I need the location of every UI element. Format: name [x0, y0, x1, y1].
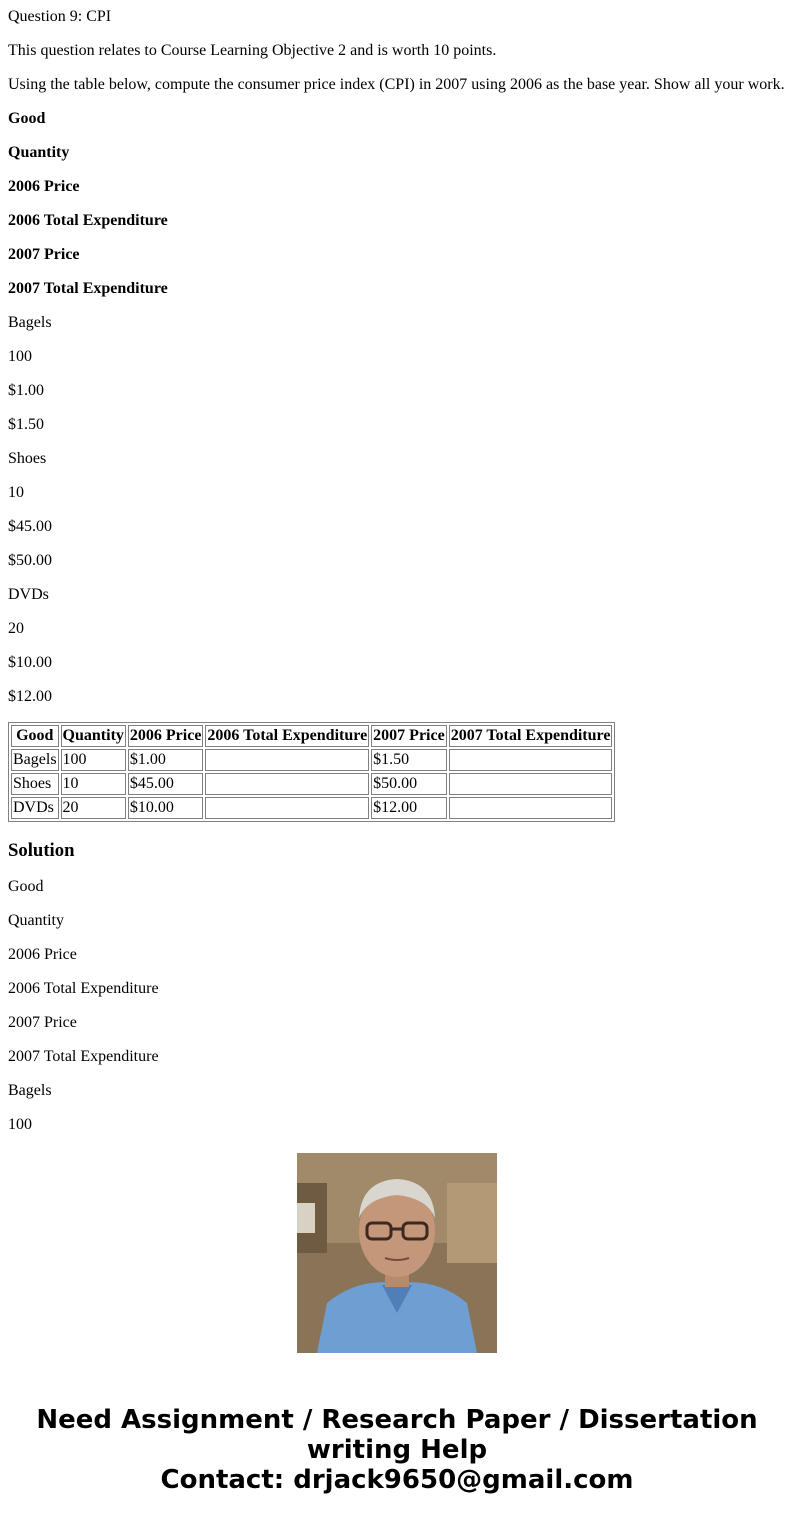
- table-header: 2006 Total Expenditure: [205, 725, 369, 747]
- table-cell: [449, 749, 613, 771]
- table-cell: Bagels: [11, 749, 59, 771]
- table-cell: DVDs: [11, 797, 59, 819]
- table-cell: [205, 797, 369, 819]
- list-item: 100: [8, 348, 32, 365]
- table-row: [11, 749, 612, 771]
- table-row: [11, 797, 612, 819]
- solution-line: 2007 Total Expenditure: [8, 1048, 159, 1065]
- table-cell: [205, 749, 369, 771]
- table-cell: $1.50: [371, 749, 447, 771]
- promo-banner: [0, 1122, 794, 1523]
- table-cell: [205, 773, 369, 795]
- solution-list: [8, 862, 794, 1134]
- list-item: Bagels: [8, 314, 52, 331]
- list-item: $1.50: [8, 416, 44, 433]
- solution-heading: Solution: [8, 840, 75, 861]
- promo-text: [0, 1405, 794, 1495]
- table-cell: $45.00: [128, 773, 204, 795]
- question-instruction: Using the table below, compute the consumer price index (CPI) in 2007 using 2006 as the base year. Show all your work.: [8, 76, 785, 93]
- list-header: Good: [8, 110, 46, 127]
- list-item: $45.00: [8, 518, 52, 535]
- list-header: 2006 Total Expenditure: [8, 212, 168, 229]
- table-cell: Shoes: [11, 773, 59, 795]
- table-cell: $12.00: [371, 797, 447, 819]
- table-cell: 10: [61, 773, 126, 795]
- table-cell: 100: [61, 749, 126, 771]
- table-row: [11, 773, 612, 795]
- list-item: $12.00: [8, 688, 52, 705]
- solution-line: 100: [8, 1116, 32, 1133]
- table-cell: $1.00: [128, 749, 204, 771]
- list-item: $1.00: [8, 382, 44, 399]
- list-item: $10.00: [8, 654, 52, 671]
- table-header: 2007 Total Expenditure: [449, 725, 613, 747]
- table-cell: $50.00: [371, 773, 447, 795]
- list-header: 2007 Total Expenditure: [8, 280, 168, 297]
- solution-line: Quantity: [8, 912, 64, 929]
- list-item: 10: [8, 484, 24, 501]
- list-item: $50.00: [8, 552, 52, 569]
- question-title: Question 9: CPI: [8, 8, 112, 25]
- list-header: Quantity: [8, 144, 70, 161]
- promo-line: writing Help: [306, 1435, 488, 1465]
- solution-line: 2006 Total Expenditure: [8, 980, 159, 997]
- promo-line: Need Assignment / Research Paper / Dissertation: [36, 1405, 758, 1435]
- solution-line: Good: [8, 878, 44, 895]
- list-header: 2007 Price: [8, 246, 80, 263]
- list-item: 20: [8, 620, 24, 637]
- list-item: Shoes: [8, 450, 47, 467]
- solution-line: Bagels: [8, 1082, 52, 1099]
- solution-line: 2007 Price: [8, 1014, 77, 1031]
- table-cell: [449, 797, 613, 819]
- table-cell: $10.00: [128, 797, 204, 819]
- question-objective: This question relates to Course Learning Objective 2 and is worth 10 points.: [8, 42, 497, 59]
- list-header: 2006 Price: [8, 178, 80, 195]
- solution-line: 2006 Price: [8, 946, 77, 963]
- expenditure-table: [8, 722, 615, 822]
- table-header: Quantity: [61, 725, 126, 747]
- table-header: 2006 Price: [128, 725, 204, 747]
- contact-email: Contact: drjack9650@gmail.com: [160, 1465, 634, 1495]
- table-header-row: [11, 725, 612, 747]
- flat-list: [8, 94, 794, 706]
- list-item: DVDs: [8, 586, 49, 603]
- table-header: Good: [11, 725, 59, 747]
- table-header: 2007 Price: [371, 725, 447, 747]
- document-content: [8, 0, 794, 1133]
- table-cell: [449, 773, 613, 795]
- person-photo-icon: [297, 1153, 497, 1353]
- table-cell: 20: [61, 797, 126, 819]
